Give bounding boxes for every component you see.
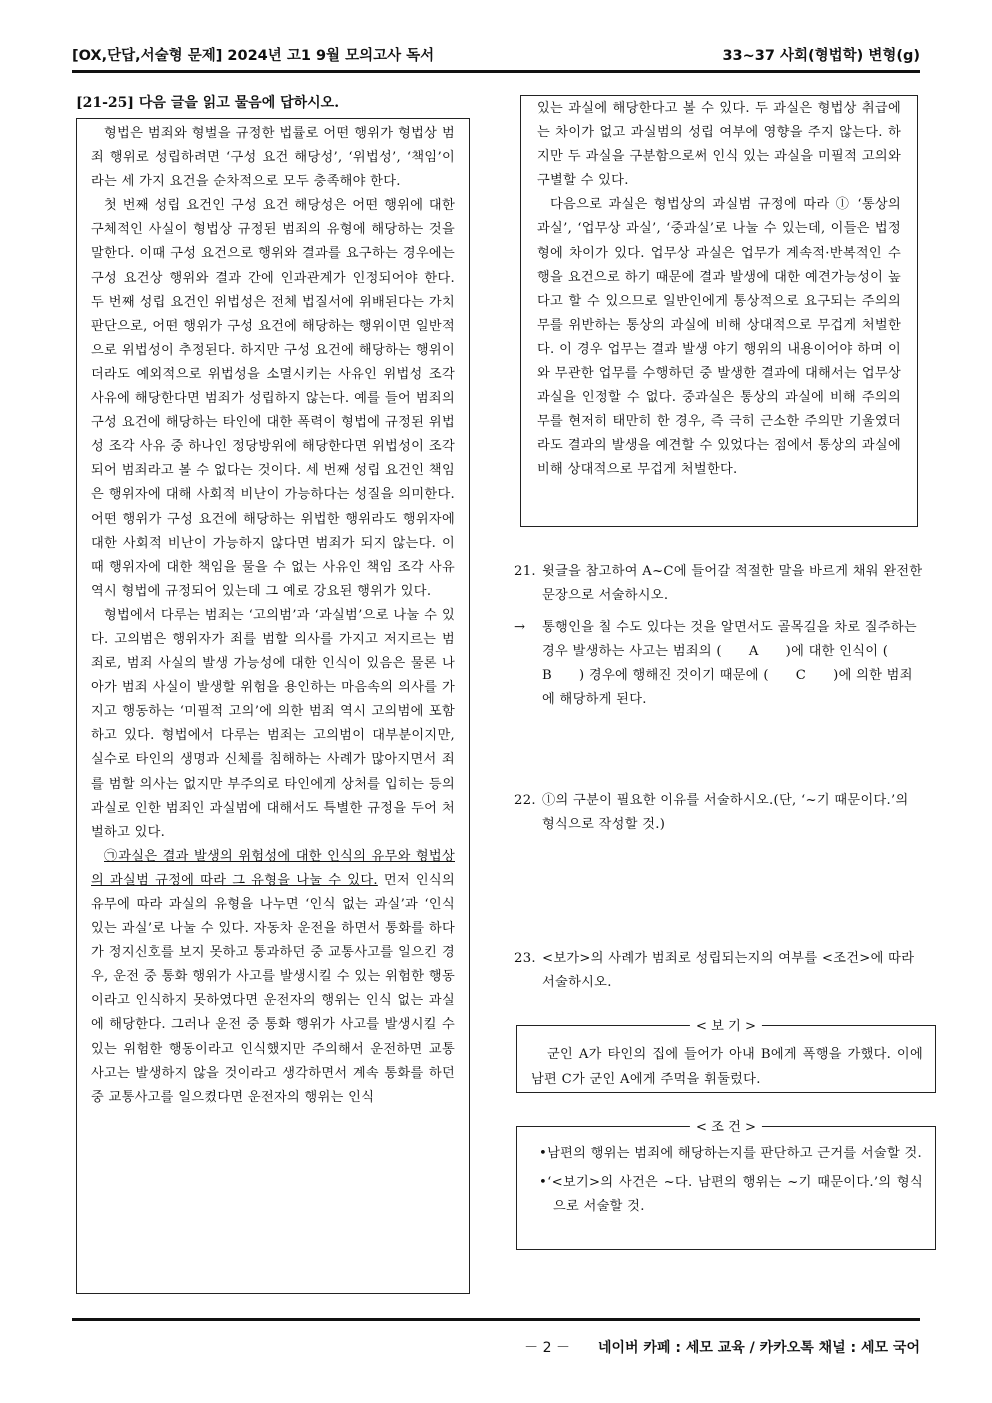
question-23 [514,947,924,995]
passage-box-right [520,95,918,527]
question-number: 21. [514,564,536,579]
passage-paragraph: 다음으로 과실은 형법상의 과실범 규정에 따라 ⓛ ‘통상의 과실’, ‘업무상 과실’, ‘중과실’로 나눌 수 있는데, 이들은 법정형에 차이가 있다. 업무상 과실은 업무가 계속적·반복적인 수행을 요건으로 하기 때문에 결과 발생에 대한 예견가능성이 높다고 할 수 있으므로 일반인에게 통상적으로 요구되는 주의의무를 위반하는 통상의 과실에 비해 상대적으로 무겁게 처벌한다. 이 경우 업무는 결과 발생 야기 행위의 내용이어야 하며 이와 무관한 업무를 수행하던 중 발생한 결과에 대해서는 업무상 과실을 인정할 수 없다. 중과실은 통상의 과실에 비해 주의의무를 현저히 태만히 한 경우, 즉 극히 근소한 주의만 기울였더라도 결과의 발생을 예견할 수 있었다는 점에서 통상의 과실에 비해 상대적으로 무겁게 처벌한다. [537,197,901,478]
header-title: [OX,단답,서술형 문제] 2024년 고1 9월 모의고사 독서 [72,48,435,64]
passage-heading: [21-25] 다음 글을 읽고 물음에 답하시오. [76,95,340,111]
footer-source: 네이버 카페 : 세모 교육 / 카카오톡 채널 : 세모 국어 [597,1340,920,1356]
bogi-text: 군인 A가 타인의 집에 들어가 아내 B에게 폭행을 가했다. 이에 남편 C가 군인 A에게 주먹을 휘둘렀다. [531,1047,923,1087]
header-section: 33~37 사회(형법학) 변형(g) [722,48,920,64]
passage-text: 먼저 인식의 유무에 따라 과실의 유형을 나누면 ‘인식 없는 과실’과 ‘인식 있는 과실’로 나눌 수 있다. 자동차 운전을 하면서 통화를 하다가 정지신호를 보지 못하고 통과하던 중 교통사고를 일으킨 경우, 운전 중 통화 행위가 사고를 발생시킬 수 있는 위험한 행동이라고 인식하지 못하였다면 운전자의 행위는 인식 없는 과실에 해당한다. 그러나 운전 중 통화 행위가 사고를 발생시킬 수 있는 위험한 행동이라고 인식했지만 주의해서 운전하면 교통사고는 발생하지 않을 것이라고 생각하면서 계속 통화를 하던 중 교통사고를 일으켰다면 운전자의 행위는 인식 [91,872,455,1105]
bogi-label: < 보 기 > [690,1015,762,1034]
passage-paragraph: 있는 과실에 해당한다고 볼 수 있다. 두 과실은 형법상 취급에는 차이가 없고 과실범의 성립 여부에 영향을 주지 않는다. 하지만 두 과실을 구분함으로써 인식 있는 과실을 미필적 고의와 구별할 수 있다. [537,101,901,189]
question-22 [514,789,924,837]
arrow-icon: → [514,620,526,635]
conditions-label: < 조 건 > [690,1116,762,1135]
footer-rule [72,1318,920,1321]
question-text: ⓛ의 구분이 필요한 이유를 서술하시오.(단, ‘~기 때문이다.’의 형식으로 작성할 것.) [542,793,909,832]
bogi-box [516,1019,936,1093]
answer-template: 통행인을 칠 수도 있다는 것을 알면서도 골목길을 차로 질주하는 경우 발생하는 사고는 범죄의 ( A )에 대한 인식이 ( B ) 경우에 행해진 것이기 때문에 ( C )에 의한 범죄에 해당하게 된다. [542,620,917,707]
question-number: 23. [514,951,536,966]
question-number: 22. [514,793,536,808]
conditions-box [516,1120,936,1250]
header-rule [72,70,920,73]
condition-item: •남편의 행위는 범죄에 해당하는지를 판단하고 근거를 서술할 것. [539,1146,923,1161]
page-number: － 2 － [524,1340,570,1356]
footer [524,1337,920,1357]
question-21 [514,560,924,712]
question-text: <보가>의 사례가 범죄로 성립되는지의 여부를 <조건>에 따라 서술하시오. [542,951,915,990]
condition-item: •‘<보기>의 사건은 ~다. 남편의 행위는 ~기 때문이다.’의 형식으로 서술할 것. [539,1174,923,1214]
passage-paragraph: 첫 번째 성립 요건인 구성 요건 해당성은 어떤 행위에 대한 구체적인 사실이 형법상 규정된 범죄의 유형에 해당하는 것을 말한다. 이때 구성 요건으로 행위와 결과를 요구하는 경우에는 구성 요건상 행위와 결과 간에 인과관계가 인정되어야 한다. 두 번째 성립 요건인 위법성은 전체 법질서에 위배된다는 가치 판단으로, 어떤 행위가 구성 요건에 해당하는 행위이면 일반적으로 위법성이 추정된다. 하지만 구성 요건에 해당하는 행위이더라도 예외적으로 위법성을 소멸시키는 사유인 위법성 조각 사유에 해당한다면 범죄가 성립하지 않는다. 예를 들어 범죄의 구성 요건에 해당하는 타인에 대한 폭력이 형법에 규정된 위법성 조각 사유 중 하나인 정당방위에 해당한다면 위법성이 조각되어 범죄라고 볼 수 없다는 것이다. 세 번째 성립 요건인 책임은 행위자에 대해 사회적 비난이 가능하다는 성질을 의미한다. 어떤 행위가 구성 요건에 해당하는 위법한 행위라도 행위자에 대한 사회적 비난이 가능하지 않다면 범죄가 되지 않는다. 이때 행위자에 대한 책임을 물을 수 없는 사유인 책임 조각 사유 역시 형법에 규정되어 있는데 그 예로 강요된 행위가 있다. [91,198,455,599]
passage-paragraph: 형법에서 다루는 범죄는 ‘고의범’과 ‘과실범’으로 나눌 수 있다. 고의범은 행위자가 죄를 범할 의사를 가지고 저지르는 범죄로, 범죄 사실의 발생 가능성에 대한 인식이 있음은 물론 나아가 범죄 사실이 발생할 위험을 용인하는 마음속의 의사를 가지고 행동하는 ‘미필적 고의’에 의한 범죄 역시 고의범에 포함하고 있다. 형법에서 다루는 범죄는 고의범이 대부분이지만, 실수로 타인의 생명과 신체를 침해하는 사례가 많아지면서 죄를 범할 의사는 없지만 부주의로 타인에게 상처를 입히는 등의 과실로 인한 범죄인 과실범에 대해서도 특별한 규정을 두어 처벌하고 있다. [91,607,455,840]
passage-paragraph [91,845,455,1110]
question-text: 윗글을 참고하여 A~C에 들어갈 적절한 말을 바르게 채워 완전한 문장으로 서술하시오. [542,564,923,603]
passage-paragraph: 형법은 범죄와 형벌을 규정한 법률로 어떤 행위가 형법상 범죄 행위로 성립하려면 ‘구성 요건 해당성’, ‘위법성’, ‘책임’이라는 세 가지 요건을 순차적으로 모두 충족해야 한다. [91,126,455,190]
passage-box-left [76,118,470,1294]
underlined-sentence: ㉠과실은 결과 발생의 위험성에 대한 인식의 유무와 형법상의 과실범 규정에 따라 그 유형을 나눌 수 있다. [91,848,455,888]
